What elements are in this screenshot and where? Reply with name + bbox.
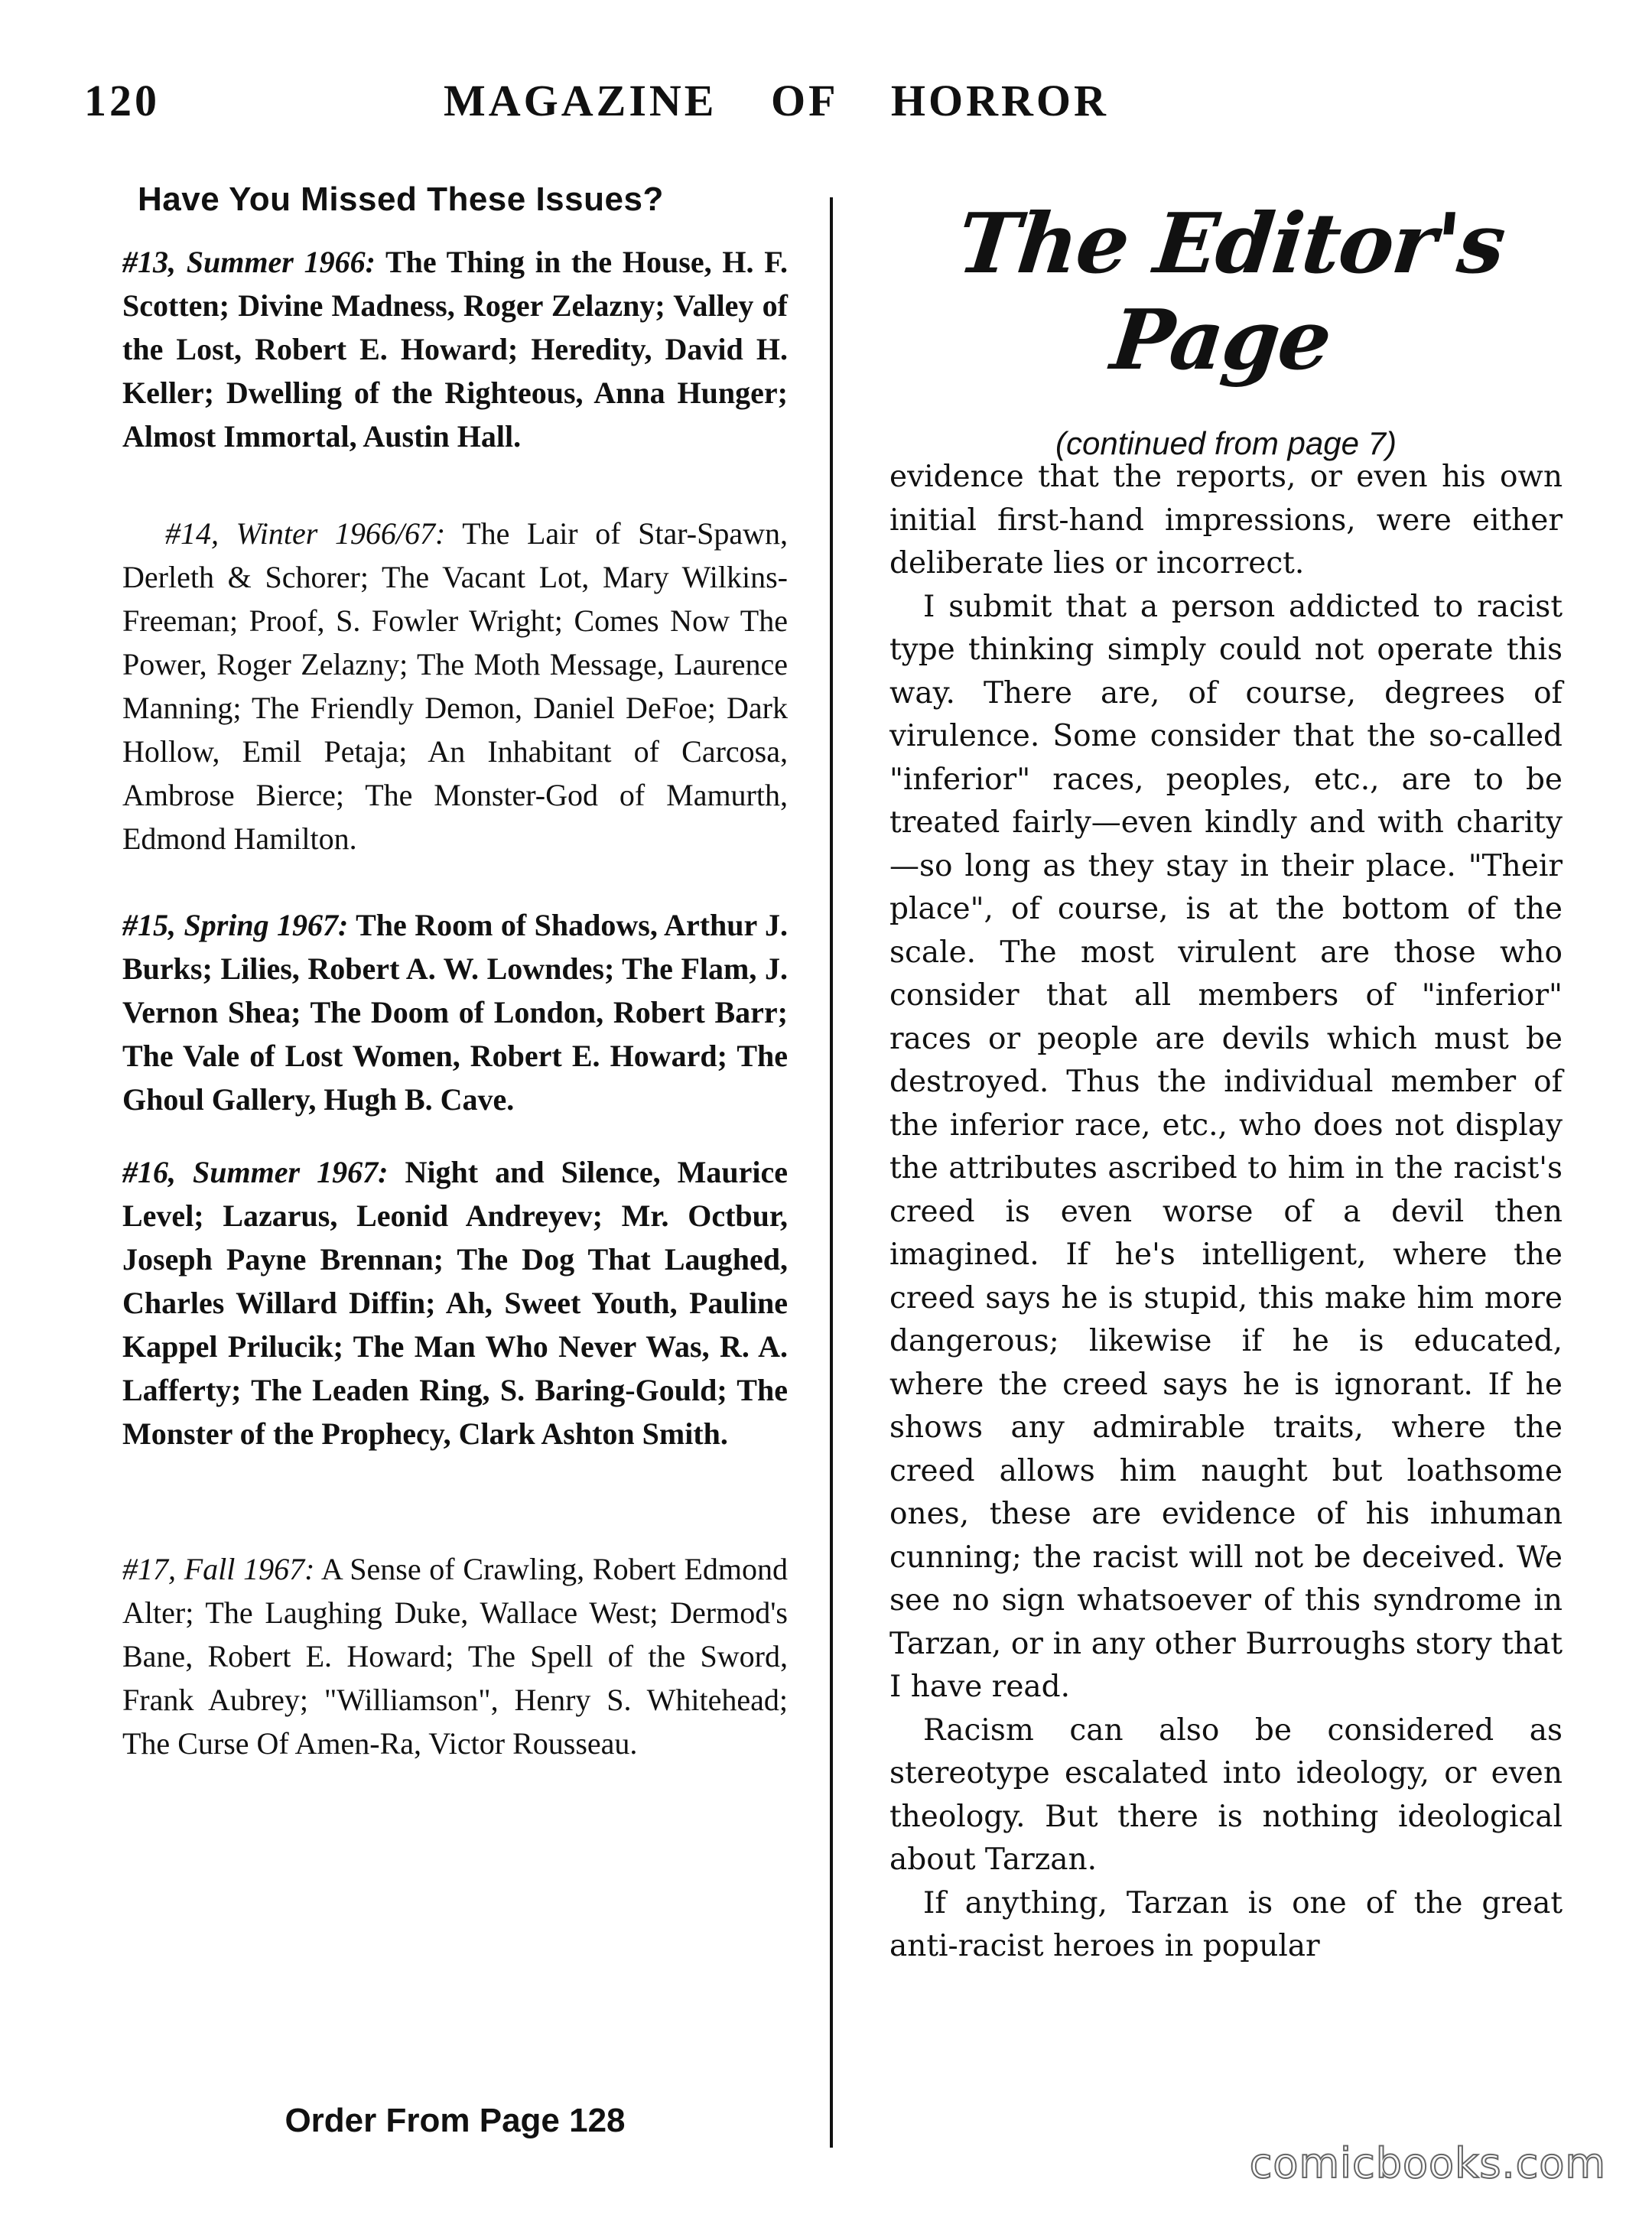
issue-15-number: #15, Spring 1967: <box>122 908 349 942</box>
issue-15-listing <box>122 903 788 1121</box>
issue-17-listing <box>122 1547 788 1765</box>
page-header <box>84 75 1568 128</box>
editorial-body <box>889 456 1563 1969</box>
issue-17-number: #17, Fall 1967: <box>122 1552 315 1586</box>
issue-16-number: #16, Summer 1967: <box>122 1155 389 1189</box>
issue-13-listing <box>122 240 788 458</box>
issue-14-listing <box>122 512 788 860</box>
editorial-paragraph: evidence that the reports, or even his own initial first-hand impressions, were either deliberate lies or incorrect. <box>889 460 1563 581</box>
editors-page-title: The Editor's Page <box>953 196 1509 389</box>
page-number: 120 <box>84 76 160 125</box>
issue-16-contents: Night and Silence, Maurice Level; Lazarus, Leonid Andreyev; Mr. Octbur, Joseph Payne Brennan; The Dog That Laughed, Charles Willard Diffin; Ah, Sweet Youth, Pauline Kappel Prilucik; The Man Who Never Was, R. A. Lafferty; The Leaden Ring, S. Baring-Gould; The Monster of the Prophecy, Clark Ashton Smith. <box>122 1155 789 1451</box>
site-watermark: comicbooks.com <box>1249 2139 1606 2187</box>
issue-14-number: #14, Winter 1966/67: <box>165 516 446 551</box>
issue-16-listing <box>122 1150 788 1455</box>
editors-page-header <box>889 191 1563 462</box>
column-divider <box>830 197 833 2148</box>
magazine-title: MAGAZINE OF HORROR <box>444 76 1109 125</box>
order-from-note: Order From Page 128 <box>285 2102 626 2139</box>
issue-13-contents: The Thing in the House, H. F. Scotten; Divine Madness, Roger Zelazny; Valley of the Lost, Robert E. Howard; Heredity, David H. Keller; Dwelling of the Righteous, Anna Hunger; Almost Immortal, Austin Hall. <box>122 245 788 454</box>
editorial-paragraph: I submit that a person addicted to racist type thinking simply could not operate this way. There are, of course, degrees of virulence. Some consider that the so-called "inferior" races, peoples, etc., are to be treated fairly—even kindly and with charity —so long as they stay in their place. "Their place", of course, is at the bottom of the scale. The most virulent are those who consider that all members of "inferior" races or people are devils which must be destroyed. Thus the individual member of the inferior race, etc., who does not display the attributes ascribed to him in the racist's creed is even worse of a devil then imagined. If he's intelligent, where the creed says he is stupid, this make him more dangerous; likewise if he is educated, where the creed says he is ignorant. If he shows any admirable traits, where the creed allows him naught but loathsome ones, these are evidence of his inhuman cunning; the racist will not be deceived. We see no sign whatsoever of this syndrome in Tarzan, or in any other Burroughs story that I have read. <box>889 589 1563 1704</box>
editorial-paragraph: If anything, Tarzan is one of the great anti-racist heroes in popular <box>889 1885 1563 1963</box>
back-issues-column <box>122 180 788 1819</box>
issue-17-contents: A Sense of Crawling, Robert Edmond Alter; The Laughing Duke, Wallace West; Dermod's Bane, Robert E. Howard; The Spell of the Sword, Frank Aubrey; "Williamson", Henry S. Whitehead; The Curse Of Amen-Ra, Victor Rousseau. <box>122 1552 788 1761</box>
continued-note: (continued from page 7) <box>1055 425 1397 461</box>
editorial-paragraph: Racism can also be considered as stereotype escalated into ideology, or even theology. But there is nothing ideological about Tarzan. <box>889 1712 1563 1877</box>
issue-15-contents: The Room of Shadows, Arthur J. Burks; Lilies, Robert A. W. Lowndes; The Flam, J. Vernon Shea; The Doom of London, Robert Barr; The Vale of Lost Women, Robert E. Howard; The Ghoul Gallery, Hugh B. Cave. <box>122 908 788 1117</box>
issue-14-contents: The Lair of Star-Spawn, Derleth & Schorer; The Vacant Lot, Mary Wilkins-Freeman; Proof, S. Fowler Wright; Comes Now The Power, Roger Zelazny; The Moth Message, Laurence Manning; The Friendly Demon, Daniel DeFoe; Dark Hollow, Emil Petaja; An Inhabitant of Carcosa, Ambrose Bierce; The Monster-God of Mamurth, Edmond Hamilton. <box>122 516 788 856</box>
back-issues-heading: Have You Missed These Issues? <box>138 180 664 218</box>
issue-13-number: #13, Summer 1966: <box>122 245 376 279</box>
